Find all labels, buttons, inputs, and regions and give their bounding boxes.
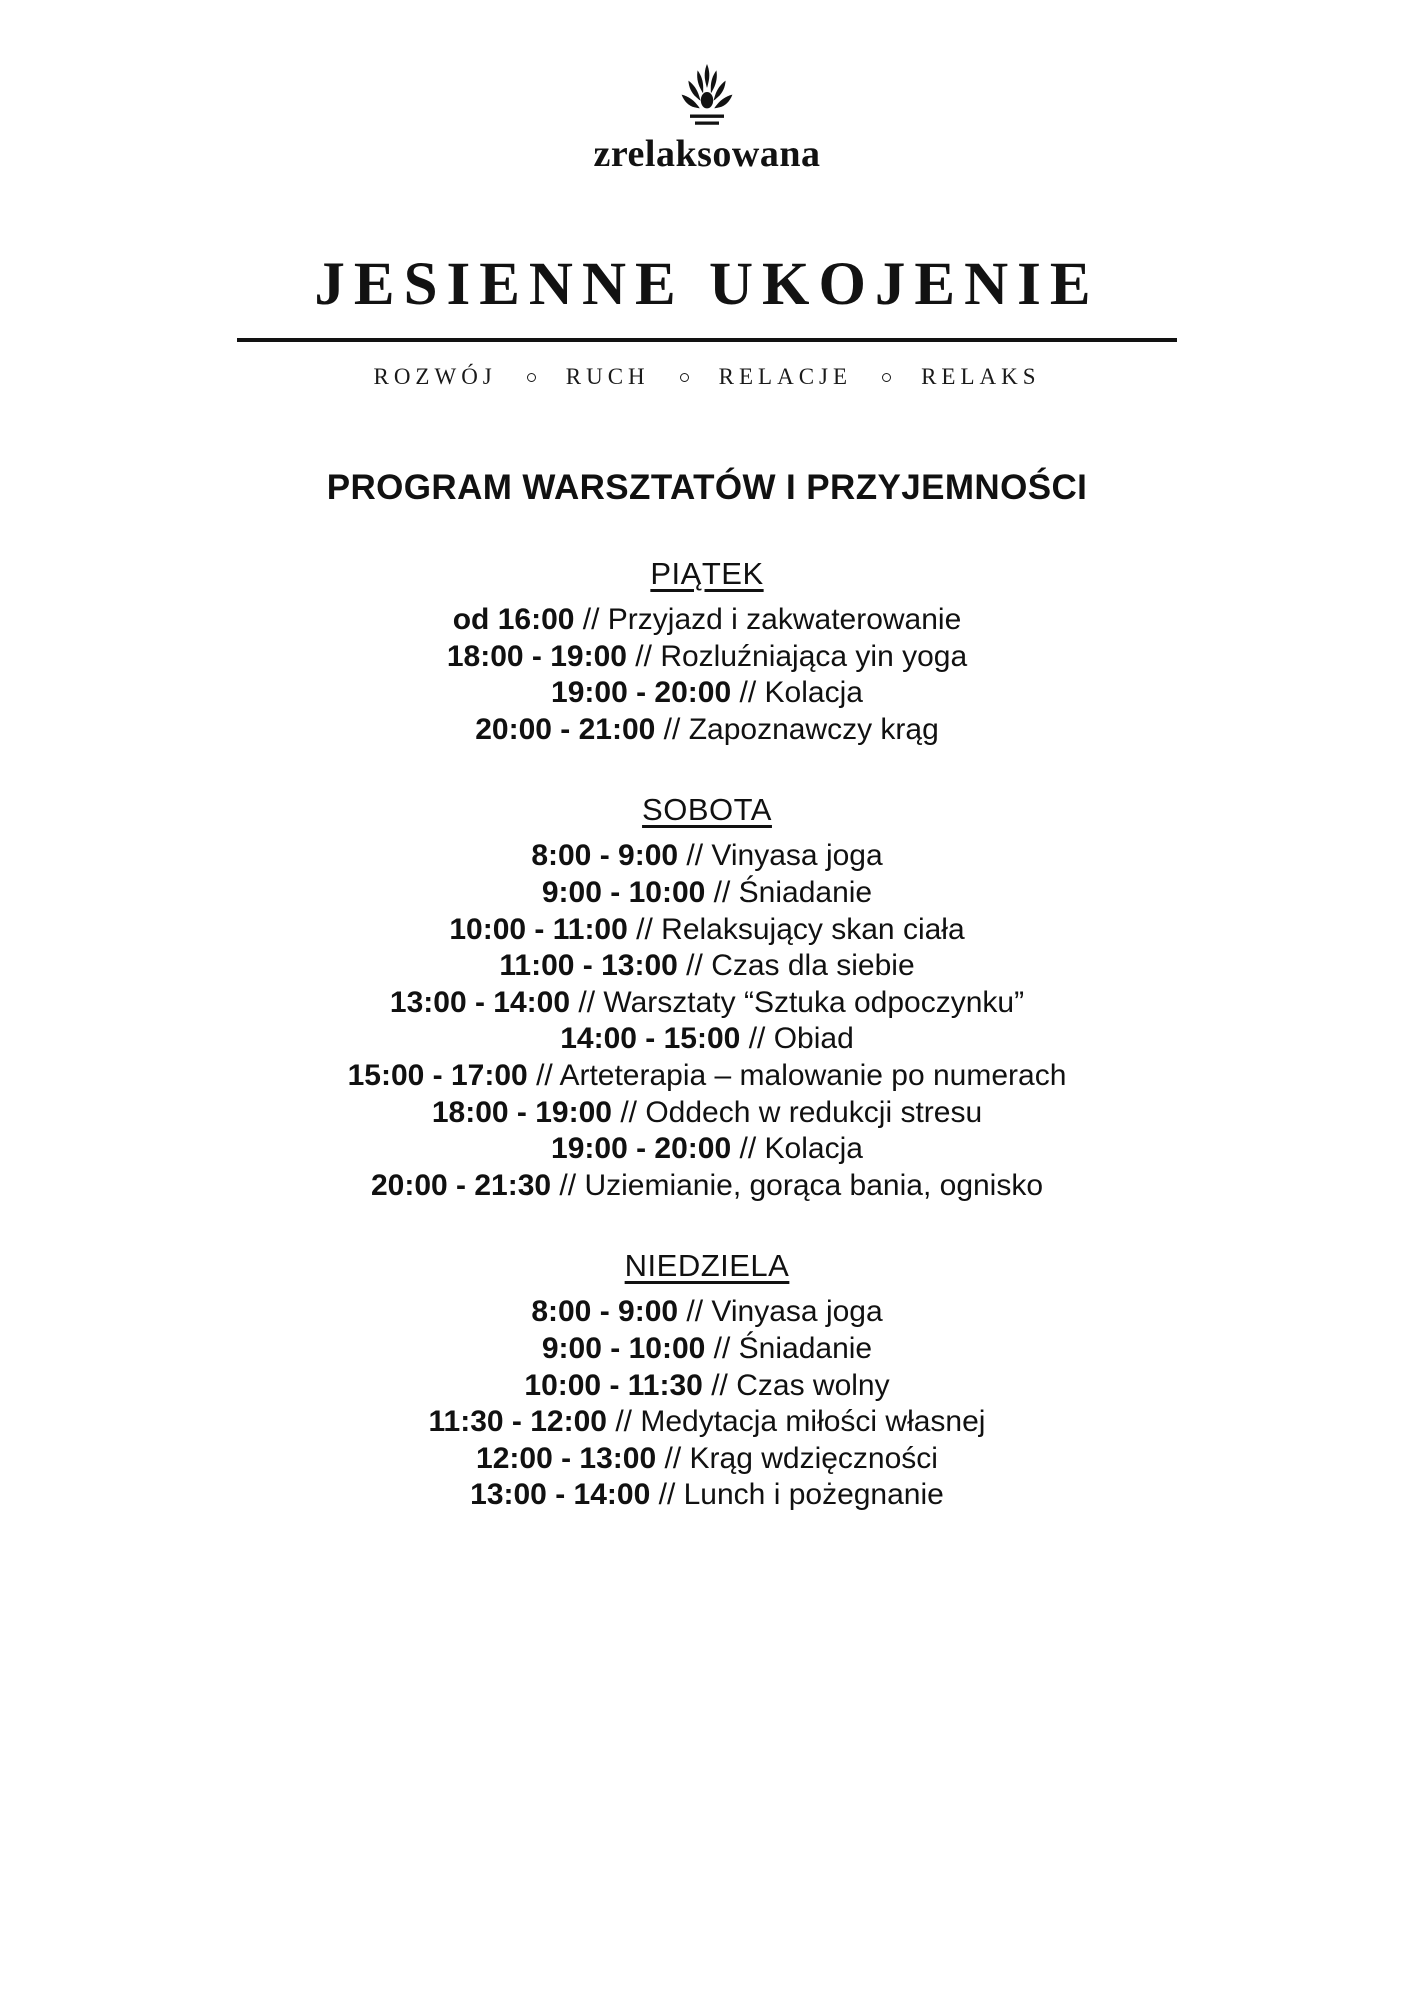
entry-separator: // (658, 1478, 684, 1512)
entry-time: 11:00 - 13:00 (499, 949, 678, 983)
entry-description: Czas wolny (736, 1368, 890, 1402)
entry-description: Oddech w redukcji stresu (645, 1095, 983, 1129)
day-block (60, 556, 1354, 748)
entry-separator: // (578, 985, 604, 1019)
entry-description: Medytacja miłości własnej (640, 1405, 986, 1439)
entry-description: Vinyasa joga (711, 1295, 883, 1329)
day-block (60, 1248, 1354, 1514)
schedule-entry (470, 1477, 944, 1514)
subtitle-word-2: RUCH (565, 364, 650, 389)
lotus-fan-icon (664, 58, 750, 130)
entry-separator: // (615, 1405, 641, 1439)
schedule-entry (531, 838, 882, 875)
schedule-entry (542, 1331, 872, 1368)
page-title: JESIENNE UKOJENIE (314, 251, 1100, 318)
title-divider (237, 338, 1177, 342)
brand-block (594, 58, 821, 176)
entry-time: 8:00 - 9:00 (531, 1295, 679, 1329)
day-block (60, 792, 1354, 1204)
schedule-entry (551, 675, 863, 712)
entry-description: Rozluźniająca yin yoga (660, 639, 968, 673)
entry-description: Kolacja (764, 1132, 863, 1166)
entry-separator: // (748, 1022, 774, 1056)
entry-description: Vinyasa joga (711, 839, 883, 873)
entry-description: Obiad (773, 1022, 854, 1056)
subtitle-word-3: RELACJE (718, 364, 853, 389)
entry-time: 11:30 - 12:00 (428, 1405, 607, 1439)
schedule-entry (560, 1021, 854, 1058)
bullet-dot-icon (882, 373, 891, 382)
entry-description: Lunch i pożegnanie (683, 1478, 944, 1512)
entry-description: Czas dla siebie (711, 949, 915, 983)
entry-time: 19:00 - 20:00 (551, 1132, 732, 1166)
entry-separator: // (713, 875, 739, 909)
bullet-dot-icon (680, 373, 689, 382)
entry-separator: // (664, 1441, 690, 1475)
schedule-entry (476, 1441, 938, 1478)
entry-description: Przyjazd i zakwaterowanie (607, 603, 962, 636)
schedule-entry (475, 712, 939, 749)
entry-separator: // (713, 1331, 739, 1365)
entry-description: Śniadanie (738, 1331, 873, 1365)
entry-time: 15:00 - 17:00 (347, 1058, 528, 1092)
entry-time: 14:00 - 15:00 (560, 1022, 741, 1056)
entry-separator: // (582, 603, 608, 636)
entry-description: Kolacja (764, 676, 863, 710)
entry-description: Relaksujący skan ciała (661, 912, 965, 946)
entry-separator: // (663, 712, 689, 746)
entry-time: 9:00 - 10:00 (541, 1331, 706, 1365)
entry-separator: // (636, 912, 662, 946)
day-name: NIEDZIELA (624, 1248, 790, 1284)
schedule-entry (499, 948, 914, 985)
subtitle-keywords (371, 364, 1042, 390)
entry-time: 13:00 - 14:00 (470, 1478, 651, 1512)
schedule-entry (551, 1131, 863, 1168)
entry-separator: // (739, 1132, 765, 1166)
entry-description: Arteterapia – malowanie po numerach (559, 1058, 1067, 1092)
entry-separator: // (711, 1368, 737, 1402)
program-heading: PROGRAM WARSZTATÓW I PRZYJEMNOŚCI (326, 468, 1088, 507)
entry-time: 9:00 - 10:00 (541, 875, 706, 909)
entry-time: 10:00 - 11:00 (449, 912, 628, 946)
day-name: PIĄTEK (650, 556, 764, 591)
subtitle-word-1: ROZWÓJ (373, 364, 497, 389)
entry-separator: // (559, 1168, 585, 1202)
entry-separator: // (536, 1058, 560, 1092)
schedule-entry (447, 639, 967, 676)
entry-time: 8:00 - 9:00 (531, 839, 679, 873)
entry-separator: // (686, 839, 712, 873)
entry-time: 13:00 - 14:00 (389, 985, 571, 1019)
schedule-entry (371, 1168, 1043, 1205)
entry-time: 18:00 - 19:00 (431, 1095, 612, 1129)
schedule-entry (453, 602, 962, 639)
day-name: SOBOTA (642, 792, 772, 828)
entry-separator: // (739, 676, 765, 710)
bullet-dot-icon (527, 373, 536, 382)
entry-description: Zapoznawczy krąg (688, 712, 939, 746)
entry-separator: // (686, 949, 712, 983)
entry-time: 12:00 - 13:00 (476, 1441, 657, 1475)
schedule-entry (348, 1058, 1067, 1095)
entry-separator: // (620, 1095, 646, 1129)
entry-time: od 16:00 (452, 603, 575, 636)
entry-description: Warsztaty “Sztuka odpoczynku” (603, 985, 1025, 1019)
entry-time: 20:00 - 21:30 (370, 1168, 552, 1202)
subtitle-word-4: RELAKS (921, 364, 1041, 389)
schedule-entry (542, 875, 872, 912)
schedule-entry (429, 1404, 986, 1441)
schedule-entry (432, 1095, 982, 1132)
entry-time: 18:00 - 19:00 (446, 639, 627, 673)
entry-time: 20:00 - 21:00 (475, 712, 656, 746)
entry-description: Krąg wdzięczności (689, 1441, 938, 1475)
schedule-entry (449, 912, 964, 949)
entry-separator: // (635, 639, 661, 673)
brand-name: zrelaksowana (593, 133, 821, 175)
schedule-entry (531, 1294, 882, 1331)
entry-separator: // (686, 1295, 712, 1329)
entry-description: Śniadanie (738, 875, 873, 909)
entry-description: Uziemianie, gorąca bania, ognisko (584, 1168, 1044, 1202)
schedule-list (60, 556, 1354, 1514)
schedule-entry (524, 1368, 889, 1405)
schedule-entry (390, 985, 1024, 1022)
entry-time: 19:00 - 20:00 (551, 676, 732, 710)
entry-time: 10:00 - 11:30 (524, 1368, 703, 1402)
